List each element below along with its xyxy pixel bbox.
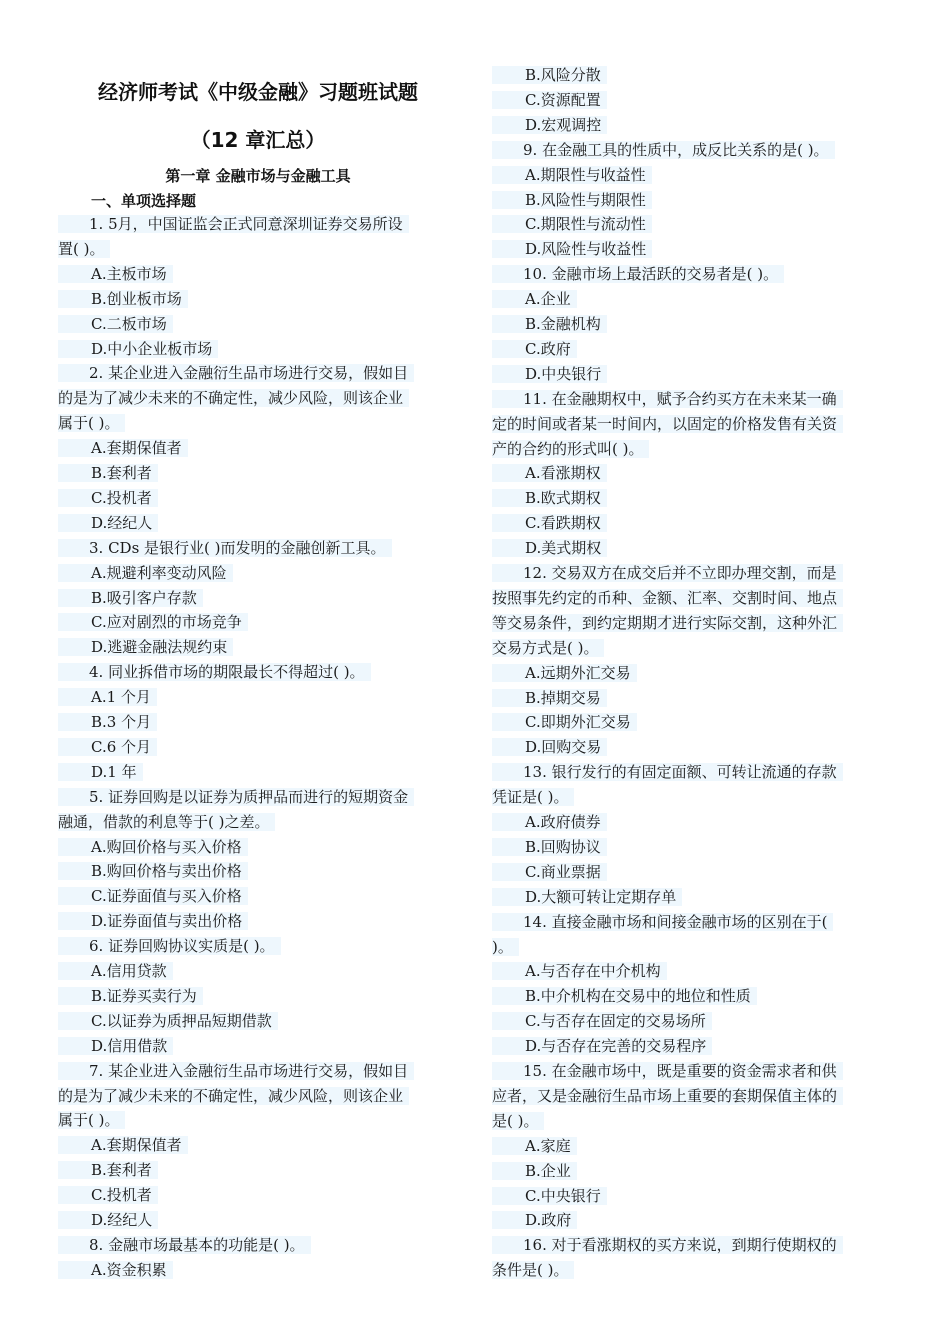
line-text: 10. 金融市场上最活跃的交易者是( )。 (492, 265, 784, 283)
line-text: C.二板市场 (58, 315, 173, 333)
answer-option (492, 463, 607, 483)
line-text: A.看涨期权 (492, 464, 607, 482)
line-text: B.证券买卖行为 (58, 987, 203, 1005)
document-subtitle: （12 章汇总） (190, 128, 326, 152)
answer-option (58, 1210, 158, 1230)
line-text: 置( )。 (58, 240, 110, 258)
answer-option (492, 190, 652, 210)
line-text: C.看跌期权 (492, 514, 607, 532)
question-text-line (492, 613, 843, 633)
line-text: B.3 个月 (58, 713, 157, 731)
answer-option (492, 165, 652, 185)
answer-option (492, 1210, 577, 1230)
answer-option (58, 911, 248, 931)
question-text-line (492, 439, 649, 459)
line-text: B.套利者 (58, 1161, 158, 1179)
line-text: C.期限性与流动性 (492, 215, 652, 233)
line-text: 14. 直接金融市场和间接金融市场的区别在于( (492, 913, 833, 931)
line-text: A.主板市场 (58, 265, 173, 283)
answer-option (492, 887, 682, 907)
line-text: C.中央银行 (492, 1187, 607, 1205)
line-text: D.美式期权 (492, 539, 607, 557)
line-text: D.大额可转让定期存单 (492, 888, 682, 906)
line-text: 的是为了减少未来的不确定性，减少风险，则该企业 (58, 389, 409, 407)
answer-option (58, 264, 173, 284)
line-text: C.政府 (492, 340, 577, 358)
line-text: D.信用借款 (58, 1037, 173, 1055)
line-text: A.购回价格与买入价格 (58, 838, 248, 856)
line-text: D.经纪人 (58, 1211, 158, 1229)
line-text: D.宏观调控 (492, 116, 607, 134)
line-text: D.1 年 (58, 763, 143, 781)
line-text: 7. 某企业进入金融衍生品市场进行交易，假如目 (58, 1062, 414, 1080)
answer-option (58, 1185, 158, 1205)
question-text-line (58, 413, 125, 433)
document-title: 经济师考试《中级金融》习题班试题 (98, 80, 418, 104)
question-text-line (492, 264, 784, 284)
answer-option (492, 1036, 712, 1056)
answer-option (58, 463, 158, 483)
line-text: C.投机者 (58, 489, 158, 507)
answer-option (58, 289, 188, 309)
question-text-line (58, 1061, 414, 1081)
line-text: D.逃避金融法规约束 (58, 638, 233, 656)
question-text-line (492, 389, 843, 409)
question-text-line (492, 588, 843, 608)
line-text: A.规避利率变动风险 (58, 564, 233, 582)
line-text: C.应对剧烈的市场竞争 (58, 613, 248, 631)
line-text: C.6 个月 (58, 738, 157, 756)
answer-option (492, 339, 577, 359)
line-text: D.证券面值与卖出价格 (58, 912, 248, 930)
line-text: 产的合约的形式叫( )。 (492, 440, 649, 458)
answer-option (492, 812, 607, 832)
question-text-line (492, 638, 604, 658)
line-text: 定的时间或者某一时间内，以固定的价格发售有关资 (492, 415, 843, 433)
line-text: 融通，借款的利息等于( )之差。 (58, 813, 275, 831)
line-text: 2. 某企业进入金融衍生品市场进行交易，假如目 (58, 364, 414, 382)
answer-option (492, 239, 652, 259)
question-text-line (58, 1086, 409, 1106)
line-text: A.远期外汇交易 (492, 664, 637, 682)
line-text: B.中介机构在交易中的地位和性质 (492, 987, 757, 1005)
line-text: D.中央银行 (492, 365, 607, 383)
line-text: 属于( )。 (58, 1111, 125, 1129)
answer-option (58, 861, 248, 881)
answer-option (58, 961, 173, 981)
answer-option (58, 886, 248, 906)
answer-option (492, 986, 757, 1006)
answer-option (492, 65, 607, 85)
line-text: C.即期外汇交易 (492, 713, 637, 731)
question-text-line (492, 1260, 574, 1280)
question-text-line (58, 1235, 311, 1255)
line-text: B.回购协议 (492, 838, 607, 856)
section-title: 一、单项选择题 (91, 192, 197, 210)
line-text: D.风险性与收益性 (492, 240, 652, 258)
answer-option (58, 1036, 173, 1056)
question-text-line (492, 563, 843, 583)
line-text: A.家庭 (492, 1137, 577, 1155)
line-text: A.信用贷款 (58, 962, 173, 980)
line-text: 8. 金融市场最基本的功能是( )。 (58, 1236, 311, 1254)
answer-option (492, 1161, 577, 1181)
line-text: A.套期保值者 (58, 439, 188, 457)
question-text-line (492, 1061, 843, 1081)
answer-option (492, 837, 607, 857)
question-text-line (58, 538, 392, 558)
line-text: C.证券面值与买入价格 (58, 887, 248, 905)
line-text: D.回购交易 (492, 738, 607, 756)
question-text-line (492, 1111, 544, 1131)
line-text: 5. 证券回购是以证券为质押品而进行的短期资金 (58, 788, 414, 806)
answer-option (58, 1011, 278, 1031)
line-text: C.以证券为质押品短期借款 (58, 1012, 278, 1030)
answer-option (58, 687, 157, 707)
answer-option (58, 314, 173, 334)
question-text-line (58, 787, 414, 807)
line-text: 条件是( )。 (492, 1261, 574, 1279)
question-text-line (58, 812, 275, 832)
answer-option (492, 1186, 607, 1206)
question-text-line (58, 662, 371, 682)
line-text: C.资源配置 (492, 91, 607, 109)
line-text: 9. 在金融工具的性质中，成反比关系的是( )。 (492, 141, 835, 159)
line-text: A.与否存在中介机构 (492, 962, 667, 980)
line-text: 4. 同业拆借市场的期限最长不得超过( )。 (58, 663, 371, 681)
line-text: 属于( )。 (58, 414, 125, 432)
line-text: 1. 5月，中国证监会正式同意深圳证券交易所设 (58, 215, 409, 233)
line-text: D.经纪人 (58, 514, 158, 532)
answer-option (492, 538, 607, 558)
question-text-line (58, 214, 409, 234)
answer-option (492, 364, 607, 384)
line-text: 15. 在金融市场中，既是重要的资金需求者和供 (492, 1062, 843, 1080)
answer-option (492, 1011, 712, 1031)
line-text: 等交易条件，到约定期期才进行实际交割，这种外汇 (492, 614, 843, 632)
answer-option (58, 339, 218, 359)
answer-option (58, 588, 203, 608)
line-text: 应者，又是金融衍生品市场上重要的套期保值主体的 (492, 1087, 843, 1105)
question-text-line (492, 140, 835, 160)
line-text: C.与否存在固定的交易场所 (492, 1012, 712, 1030)
line-text: 16. 对于看涨期权的买方来说，到期行使期权的 (492, 1236, 843, 1254)
line-text: B.套利者 (58, 464, 158, 482)
line-text: B.吸引客户存款 (58, 589, 203, 607)
question-text-line (58, 239, 110, 259)
answer-option (58, 986, 203, 1006)
answer-option (492, 712, 637, 732)
answer-option (58, 837, 248, 857)
answer-option (58, 1160, 158, 1180)
line-text: 12. 交易双方在成交后并不立即办理交割，而是 (492, 564, 843, 582)
question-text-line (492, 1235, 843, 1255)
line-text: 交易方式是( )。 (492, 639, 604, 657)
line-text: B.掉期交易 (492, 689, 607, 707)
answer-option (58, 488, 158, 508)
answer-option (492, 115, 607, 135)
answer-option (492, 289, 577, 309)
question-text-line (492, 414, 843, 434)
line-text: A.政府债券 (492, 813, 607, 831)
line-text: B.欧式期权 (492, 489, 607, 507)
answer-option (58, 737, 157, 757)
line-text: 按照事先约定的币种、金额、汇率、交割时间、地点 (492, 589, 843, 607)
line-text: B.购回价格与卖出价格 (58, 862, 248, 880)
line-text: 3. CDs 是银行业( )而发明的金融创新工具。 (58, 539, 392, 557)
answer-option (58, 1135, 188, 1155)
line-text: 13. 银行发行的有固定面额、可转让流通的存款 (492, 763, 843, 781)
line-text: 是( )。 (492, 1112, 544, 1130)
line-text: B.创业板市场 (58, 290, 188, 308)
question-text-line (58, 1110, 125, 1130)
chapter-title: 第一章 金融市场与金融工具 (165, 167, 351, 185)
line-text: )。 (492, 938, 519, 956)
answer-option (58, 637, 233, 657)
line-text: C.投机者 (58, 1186, 158, 1204)
line-text: B.企业 (492, 1162, 577, 1180)
line-text: 的是为了减少未来的不确定性，减少风险，则该企业 (58, 1087, 409, 1105)
line-text: A.1 个月 (58, 688, 157, 706)
answer-option (492, 513, 607, 533)
line-text: A.企业 (492, 290, 577, 308)
line-text: A.套期保值者 (58, 1136, 188, 1154)
answer-option (492, 214, 652, 234)
line-text: 6. 证券回购协议实质是( )。 (58, 937, 281, 955)
answer-option (58, 712, 157, 732)
answer-option (492, 688, 607, 708)
answer-option (492, 862, 607, 882)
line-text: A.资金积累 (58, 1261, 173, 1279)
question-text-line (58, 363, 414, 383)
answer-option (58, 563, 233, 583)
answer-option (58, 1260, 173, 1280)
line-text: D.中小企业板市场 (58, 340, 218, 358)
answer-option (58, 612, 248, 632)
line-text: 凭证是( )。 (492, 788, 574, 806)
answer-option (58, 513, 158, 533)
answer-option (492, 663, 637, 683)
answer-option (492, 488, 607, 508)
question-text-line (492, 912, 833, 932)
answer-option (492, 90, 607, 110)
line-text: 11. 在金融期权中，赋予合约买方在未来某一确 (492, 390, 843, 408)
line-text: A.期限性与收益性 (492, 166, 652, 184)
answer-option (492, 737, 607, 757)
question-text-line (492, 937, 519, 957)
question-text-line (492, 1086, 843, 1106)
line-text: C.商业票据 (492, 863, 607, 881)
answer-option (492, 1136, 577, 1156)
line-text: B.金融机构 (492, 315, 607, 333)
question-text-line (492, 787, 574, 807)
line-text: B.风险分散 (492, 66, 607, 84)
question-text-line (492, 762, 843, 782)
question-text-line (58, 388, 409, 408)
answer-option (58, 438, 188, 458)
line-text: D.政府 (492, 1211, 577, 1229)
question-text-line (58, 936, 281, 956)
answer-option (492, 314, 607, 334)
line-text: B.风险性与期限性 (492, 191, 652, 209)
line-text: D.与否存在完善的交易程序 (492, 1037, 712, 1055)
answer-option (492, 961, 667, 981)
answer-option (58, 762, 143, 782)
